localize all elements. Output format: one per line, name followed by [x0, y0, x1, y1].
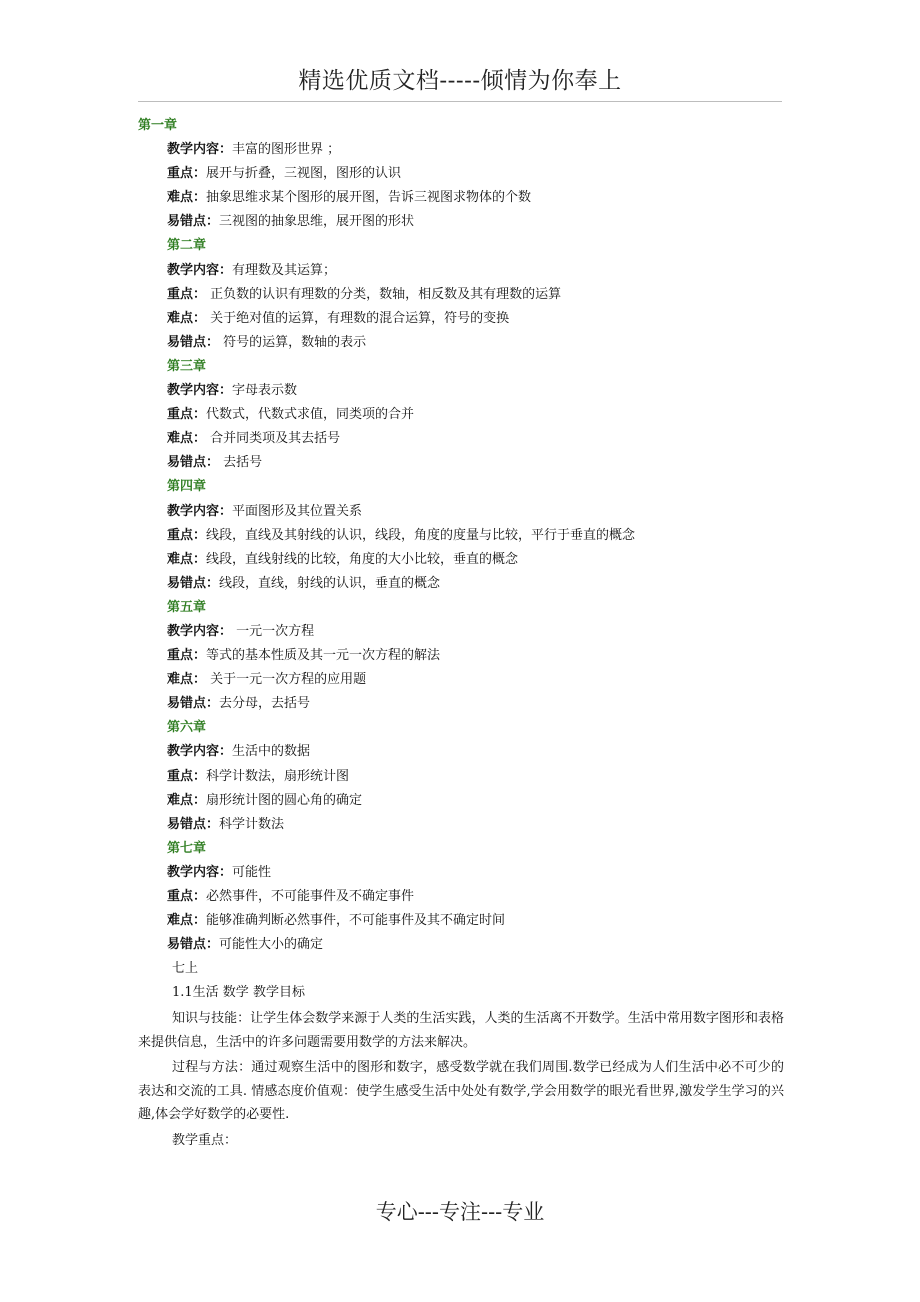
chapter-row — [138, 572, 784, 596]
chapter-row — [138, 162, 784, 186]
chapter-row — [138, 307, 784, 331]
row-text: 科学计数法，扇形统计图 — [206, 768, 350, 784]
row-label: 易错点： — [167, 937, 220, 953]
row-label: 教学内容： — [167, 744, 233, 760]
row-text: 能够准确判断必然事件，不可能事件及其不确定时间 — [206, 913, 506, 929]
chapter-row — [138, 259, 784, 283]
row-label: 重点： — [167, 527, 207, 543]
row-label: 易错点： — [167, 455, 220, 471]
section-heading: 1.1生活 数学 教学目标 — [172, 985, 305, 1001]
row-label: 重点： — [167, 768, 207, 784]
chapter-heading: 第六章 — [167, 720, 207, 736]
chapter-row — [138, 283, 784, 307]
chapter-heading: 第二章 — [167, 238, 207, 254]
row-text: 符号的运算，数轴的表示 — [219, 334, 367, 350]
chapter-row — [138, 692, 784, 716]
row-label: 教学内容： — [167, 623, 233, 639]
row-label: 教学内容： — [167, 262, 233, 278]
row-text: 三视图的抽象思维，展开图的形状 — [219, 214, 415, 230]
row-text: 展开与折叠，三视图，图形的认识 — [206, 166, 402, 182]
row-text: 合并同类项及其去括号 — [206, 431, 341, 447]
chapter-heading: 第一章 — [138, 118, 178, 133]
chapter-row — [138, 186, 784, 210]
row-text: 等式的基本性质及其一元一次方程的解法 — [206, 648, 441, 664]
row-text: 去分母，去括号 — [219, 696, 311, 712]
row-text: 字母表示数 — [232, 383, 298, 399]
row-label: 教学内容： — [167, 503, 233, 519]
chapter-row — [138, 427, 784, 451]
row-text: 平面图形及其位置关系 — [232, 503, 363, 519]
row-label: 教学内容： — [167, 864, 233, 880]
row-label: 重点： — [167, 407, 207, 423]
row-text: 可能性 — [232, 864, 272, 880]
grade-label: 七上 — [172, 961, 199, 977]
row-label: 易错点： — [167, 696, 220, 712]
paragraph-process: 过程与方法：通过观察生活中的图形和数字，感受数学就在我们周围.数学已经成为人们生活中必不可少的表达和交流的工具. 情感态度价值观：使学生感受生活中处处有数学,学会用数学的眼光看世界,激发学生学习的兴趣,体会学好数学的必要性. — [138, 1060, 784, 1123]
row-label: 易错点： — [167, 214, 220, 230]
row-text: 可能性大小的确定 — [219, 937, 324, 953]
row-text: 有理数及其运算； — [232, 262, 337, 278]
row-text: 线段，直线射线的比较，角度的大小比较，垂直的概念 — [206, 551, 519, 567]
page-header: 精选优质文档-----倾情为你奉上 — [138, 62, 782, 102]
document-body — [138, 114, 784, 1152]
row-label: 教学内容： — [167, 142, 233, 158]
chapter-row — [138, 138, 784, 162]
chapter-row — [138, 765, 784, 789]
row-label: 重点： — [167, 166, 207, 182]
row-label: 重点： — [167, 286, 207, 302]
paragraph-knowledge: 知识与技能：让学生体会数学来源于人类的生活实践，人类的生活离不开数学。生活中常用数字图形和表格来提供信息，生活中的许多问题需要用数学的方法来解决。 — [138, 1011, 784, 1050]
row-text: 线段，直线，射线的认识，垂直的概念 — [219, 575, 441, 591]
row-label: 易错点： — [167, 334, 220, 350]
row-label: 难点： — [167, 672, 207, 688]
row-label: 难点： — [167, 190, 207, 206]
chapter-row — [138, 451, 784, 475]
row-text: 去括号 — [219, 455, 263, 471]
chapter-row — [138, 933, 784, 957]
chapter-heading: 第三章 — [167, 358, 207, 374]
row-text: 关于一元一次方程的应用题 — [206, 672, 367, 688]
chapter-heading: 第五章 — [167, 599, 207, 615]
row-text: 必然事件，不可能事件及不确定事件 — [206, 889, 415, 904]
chapter-row — [138, 813, 784, 837]
row-text: 代数式，代数式求值，同类项的合并 — [206, 407, 415, 423]
chapter-row — [138, 909, 784, 933]
row-text: 线段，直线及其射线的认识，线段，角度的度量与比较，平行于垂直的概念 — [206, 527, 636, 543]
chapter-row — [138, 331, 784, 355]
row-label: 难点： — [167, 913, 207, 929]
chapter-row — [138, 548, 784, 572]
chapter-row — [138, 668, 784, 692]
chapter-row — [138, 789, 784, 813]
chapter-row — [138, 403, 784, 427]
row-label: 难点： — [167, 792, 207, 808]
chapter-row — [138, 500, 784, 524]
chapter-heading: 第四章 — [167, 479, 207, 495]
row-label: 重点： — [167, 889, 207, 904]
chapter-row — [138, 644, 784, 668]
chapter-row — [138, 210, 784, 234]
row-text: 扇形统计图的圆心角的确定 — [206, 792, 363, 808]
row-label: 易错点： — [167, 816, 220, 832]
chapter-row — [138, 861, 784, 885]
row-label: 难点： — [167, 310, 207, 326]
chapter-row — [138, 524, 784, 548]
row-text: 正负数的认识有理数的分类，数轴，相反数及其有理数的运算 — [206, 286, 562, 302]
paragraph-focus: 教学重点： — [172, 1132, 238, 1148]
row-label: 教学内容： — [167, 383, 233, 399]
row-text: 科学计数法 — [219, 816, 285, 832]
row-label: 易错点： — [167, 575, 220, 591]
row-label: 重点： — [167, 648, 207, 664]
row-label: 难点： — [167, 431, 207, 447]
chapter-row — [138, 379, 784, 403]
chapter-row — [138, 620, 784, 644]
row-text: 关于绝对值的运算，有理数的混合运算，符号的变换 — [206, 310, 510, 326]
row-text: 丰富的图形世界 ； — [232, 142, 341, 158]
row-text: 抽象思维求某个图形的展开图，告诉三视图求物体的个数 — [206, 190, 532, 206]
row-text: 生活中的数据 — [232, 744, 311, 760]
chapter-row — [138, 885, 784, 909]
chapter-heading: 第七章 — [167, 840, 207, 856]
chapter-row — [138, 740, 784, 764]
row-text: 一元一次方程 — [232, 623, 315, 639]
page-footer: 专心---专注---专业 — [375, 1200, 545, 1224]
row-label: 难点： — [167, 551, 207, 567]
